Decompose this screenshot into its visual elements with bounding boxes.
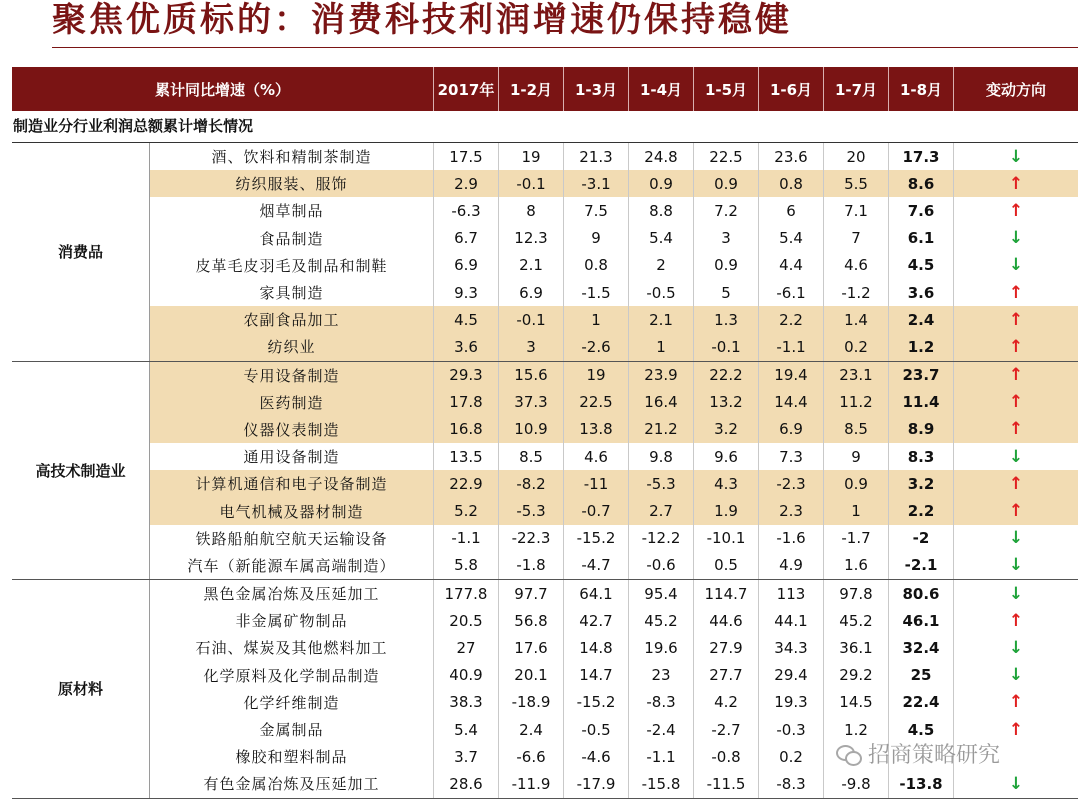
value-cell: 3.6 [889,279,954,306]
value-cell: 9 [824,443,889,470]
value-cell: -0.1 [499,170,564,197]
industry-name: 食品制造 [150,225,434,252]
industry-name: 医药制造 [150,389,434,416]
industry-name: 纺织业 [150,333,434,360]
value-cell: -10.1 [694,525,759,552]
table-row [150,143,1078,170]
value-cell: -1.2 [824,279,889,306]
value-cell: 37.3 [499,389,564,416]
direction-header: 变动方向 [985,80,1046,99]
arrow-down-icon: ↓ [1008,255,1024,276]
value-cell: -6.6 [499,743,564,770]
value-cell: 32.4 [889,634,954,661]
watermark-text: 招商策略研究 [868,743,1001,768]
value-cell: 4.2 [694,689,759,716]
value-cell: -15.2 [564,525,629,552]
value-cell: 22.5 [564,389,629,416]
table-row [150,333,1078,360]
value-cell: 16.8 [434,416,499,443]
value-cell: 22.4 [889,689,954,716]
value-cell: -0.5 [629,279,694,306]
value-cell: -6.1 [759,279,824,306]
value-cell: 2.4 [889,306,954,333]
value-cell: 44.6 [694,607,759,634]
arrow-up-icon: ↑ [1008,719,1024,740]
table-row [150,525,1078,552]
value-cell: 0.8 [759,170,824,197]
table-row [150,607,1078,634]
profit-growth-table [12,67,1078,799]
value-cell: 7.2 [694,197,759,224]
value-cell: 23 [629,662,694,689]
value-cell: 23.9 [629,362,694,389]
value-cell: -15.2 [564,689,629,716]
arrow-down-icon: ↓ [1008,528,1024,549]
watermark [836,738,1000,769]
value-cell: 1 [824,497,889,524]
value-cell: 29.3 [434,362,499,389]
value-cell: -1.5 [564,279,629,306]
arrow-up-icon: ↑ [1008,419,1024,440]
value-cell: 13.5 [434,443,499,470]
row-group [12,362,1078,581]
value-cell: 22.5 [694,143,759,170]
value-cell: 45.2 [824,607,889,634]
industry-name: 金属制品 [150,716,434,743]
value-cell: 3.7 [434,743,499,770]
value-cell: 11.2 [824,389,889,416]
value-cell: 6.9 [499,279,564,306]
col-header: 1-6月 [759,67,824,111]
value-cell: 7 [824,225,889,252]
table-row [150,252,1078,279]
industry-name: 非金属矿物制品 [150,607,434,634]
group-label: 消费品 [12,143,150,361]
value-cell: -6.3 [434,197,499,224]
value-cell: 34.3 [759,634,824,661]
value-cell: -1.8 [499,552,564,579]
arrow-down-icon: ↓ [1008,146,1024,167]
value-cell: -5.3 [499,497,564,524]
group-label: 原材料 [12,580,150,798]
title-divider [52,47,1078,48]
arrow-up-icon: ↑ [1008,473,1024,494]
table-row [150,416,1078,443]
industry-name: 酒、饮料和精制茶制造 [150,143,434,170]
value-cell: -2.3 [759,470,824,497]
value-cell: 3.6 [434,333,499,360]
col-header: 2017年 [434,67,499,111]
table-row [150,770,1078,797]
value-cell: 2.1 [499,252,564,279]
value-cell: 3.2 [889,470,954,497]
value-cell: -1.6 [759,525,824,552]
industry-name: 家具制造 [150,279,434,306]
industry-name: 纺织服装、服饰 [150,170,434,197]
value-cell: 8.8 [629,197,694,224]
value-cell: 14.8 [564,634,629,661]
industry-name: 石油、煤炭及其他燃料加工 [150,634,434,661]
value-cell: 2.4 [499,716,564,743]
page-title: 聚焦优质标的：消费科技利润增速仍保持稳健 [52,0,792,40]
value-cell: -2.7 [694,716,759,743]
table-row [150,170,1078,197]
group-rows [150,143,1078,361]
arrow-up-icon: ↑ [1008,282,1024,303]
value-cell: 7.1 [824,197,889,224]
value-cell: -15.8 [629,770,694,797]
value-cell: 19 [564,362,629,389]
value-cell: 0.5 [694,552,759,579]
value-cell: 6.1 [889,225,954,252]
value-cell: 38.3 [434,689,499,716]
value-cell: 4.5 [434,306,499,333]
value-cell: 95.4 [629,580,694,607]
arrow-up-icon: ↑ [1008,610,1024,631]
value-cell: 0.9 [824,470,889,497]
table-row [150,389,1078,416]
value-cell: 3.2 [694,416,759,443]
value-cell: 0.2 [759,743,824,770]
value-cell: 44.1 [759,607,824,634]
value-cell: 1.2 [889,333,954,360]
value-cell: 1 [629,333,694,360]
value-cell: 4.9 [759,552,824,579]
value-cell: -2.1 [889,552,954,579]
value-cell: -0.1 [694,333,759,360]
value-cell: 5.5 [824,170,889,197]
arrow-up-icon: ↑ [1008,501,1024,522]
value-cell: 40.9 [434,662,499,689]
value-cell: 9.8 [629,443,694,470]
value-cell: 12.3 [499,225,564,252]
value-cell: 2.2 [759,306,824,333]
value-cell: 0.9 [629,170,694,197]
col-header: 1-8月 [889,67,954,111]
value-cell: 4.4 [759,252,824,279]
arrow-down-icon: ↓ [1008,773,1024,794]
value-cell: 5.8 [434,552,499,579]
value-cell: 23.7 [889,362,954,389]
value-cell: -1.7 [824,525,889,552]
value-cell: -4.7 [564,552,629,579]
value-cell: 7.5 [564,197,629,224]
value-cell: 29.4 [759,662,824,689]
arrow-up-icon: ↑ [1008,692,1024,713]
value-cell: 17.3 [889,143,954,170]
value-cell: 2.2 [889,497,954,524]
value-cell: -11 [564,470,629,497]
industry-name: 烟草制品 [150,197,434,224]
value-cell: 11.4 [889,389,954,416]
value-cell: 20.5 [434,607,499,634]
value-cell: 7.6 [889,197,954,224]
value-cell: 22.9 [434,470,499,497]
value-cell: -13.8 [889,770,954,797]
value-cell: 5.4 [434,716,499,743]
value-cell: 2.9 [434,170,499,197]
table-body [12,143,1078,799]
value-cell: 80.6 [889,580,954,607]
value-cell: 8.9 [889,416,954,443]
industry-name: 黑色金属冶炼及压延加工 [150,580,434,607]
industry-name: 农副食品加工 [150,306,434,333]
value-cell: 8.5 [824,416,889,443]
industry-name: 皮革毛皮羽毛及制品和制鞋 [150,252,434,279]
value-cell: 2.3 [759,497,824,524]
industry-name: 化学纤维制造 [150,689,434,716]
industry-name: 有色金属冶炼及压延加工 [150,770,434,797]
value-cell: -0.3 [759,716,824,743]
value-cell: 16.4 [629,389,694,416]
value-cell: 14.5 [824,689,889,716]
value-cell: 15.6 [499,362,564,389]
value-cell: 29.2 [824,662,889,689]
value-cell: -3.1 [564,170,629,197]
arrow-up-icon: ↑ [1008,365,1024,386]
value-cell: 9.3 [434,279,499,306]
value-cell: -11.5 [694,770,759,797]
value-cell: 27 [434,634,499,661]
value-cell: 17.5 [434,143,499,170]
value-cell: 19.6 [629,634,694,661]
col-header: 1-3月 [564,67,629,111]
value-cell: -9.8 [824,770,889,797]
table-row [150,306,1078,333]
industry-name: 电气机械及器材制造 [150,497,434,524]
value-cell: 42.7 [564,607,629,634]
arrow-down-icon: ↓ [1008,583,1024,604]
arrow-up-icon: ↑ [1008,392,1024,413]
value-cell: -4.6 [564,743,629,770]
value-cell: -8.2 [499,470,564,497]
value-cell: -18.9 [499,689,564,716]
value-cell: 8.6 [889,170,954,197]
value-cell: 14.4 [759,389,824,416]
value-cell: 8.3 [889,443,954,470]
value-cell: 1 [564,306,629,333]
arrow-up-icon: ↑ [1008,173,1024,194]
industry-name: 仪器仪表制造 [150,416,434,443]
group-label: 高技术制造业 [12,362,150,580]
industry-name: 铁路船舶航空航天运输设备 [150,525,434,552]
value-cell: -0.1 [499,306,564,333]
value-cell: 4.3 [694,470,759,497]
value-cell: -12.2 [629,525,694,552]
table-row [150,197,1078,224]
value-cell: -0.8 [694,743,759,770]
value-cell: 8.5 [499,443,564,470]
value-cell: -2.4 [629,716,694,743]
industry-name: 通用设备制造 [150,443,434,470]
table-row [150,580,1078,607]
value-cell: 5.4 [629,225,694,252]
value-cell: -0.5 [564,716,629,743]
value-cell: 1.9 [694,497,759,524]
value-cell: 27.7 [694,662,759,689]
arrow-up-icon: ↑ [1008,336,1024,357]
table-row [150,362,1078,389]
value-cell: 113 [759,580,824,607]
table-row [150,662,1078,689]
table-row [150,443,1078,470]
value-cell: 9 [564,225,629,252]
industry-name: 橡胶和塑料制品 [150,743,434,770]
value-cell: 25 [889,662,954,689]
table-row [150,634,1078,661]
value-cell: -2 [889,525,954,552]
value-cell: 4.5 [889,252,954,279]
table-row [150,552,1078,579]
section-label: 制造业分行业利润总额累计增长情况 [12,111,1078,143]
value-cell: 1.6 [824,552,889,579]
col-header: 1-2月 [499,67,564,111]
value-cell: 23.6 [759,143,824,170]
arrow-up-icon: ↑ [1008,200,1024,221]
value-cell: 4.6 [824,252,889,279]
value-cell: 4.5 [889,716,954,743]
value-cell: 2.7 [629,497,694,524]
arrow-down-icon: ↓ [1008,637,1024,658]
value-cell: 7.3 [759,443,824,470]
value-cell: 5.4 [759,225,824,252]
value-cell: -2.6 [564,333,629,360]
value-cell: -22.3 [499,525,564,552]
value-cell: -5.3 [629,470,694,497]
value-cell: -1.1 [434,525,499,552]
value-cell: -0.7 [564,497,629,524]
value-cell: 13.2 [694,389,759,416]
table-row [150,689,1078,716]
industry-name: 化学原料及化学制品制造 [150,662,434,689]
value-cell: 21.3 [564,143,629,170]
value-cell: 9.6 [694,443,759,470]
value-cell: 114.7 [694,580,759,607]
value-cell: 19.4 [759,362,824,389]
value-cell: 24.8 [629,143,694,170]
arrow-down-icon: ↓ [1008,665,1024,686]
value-cell: 17.8 [434,389,499,416]
industry-name: 专用设备制造 [150,362,434,389]
value-cell: 4.6 [564,443,629,470]
col-header: 1-7月 [824,67,889,111]
value-cell: 20 [824,143,889,170]
value-cell: 1.2 [824,716,889,743]
value-cell: 97.7 [499,580,564,607]
value-cell: 21.2 [629,416,694,443]
table-row [150,497,1078,524]
value-cell: 19.3 [759,689,824,716]
value-cell: 6.9 [434,252,499,279]
value-cell: 13.8 [564,416,629,443]
value-cell: 0.9 [694,170,759,197]
value-cell: -8.3 [759,770,824,797]
value-cell: -1.1 [629,743,694,770]
value-cell: 20.1 [499,662,564,689]
value-cell: 10.9 [499,416,564,443]
value-cell: 45.2 [629,607,694,634]
value-cell: 0.8 [564,252,629,279]
industry-name: 计算机通信和电子设备制造 [150,470,434,497]
table-row [150,279,1078,306]
value-cell: 6 [759,197,824,224]
arrow-down-icon: ↓ [1008,228,1024,249]
value-cell: 36.1 [824,634,889,661]
value-cell: 27.9 [694,634,759,661]
col-header: 1-5月 [694,67,759,111]
table-header [12,67,1078,111]
value-cell: 6.7 [434,225,499,252]
value-cell: -0.6 [629,552,694,579]
value-cell: 19 [499,143,564,170]
arrow-down-icon: ↓ [1008,555,1024,576]
arrow-up-icon: ↑ [1008,309,1024,330]
table-row [150,470,1078,497]
value-cell: 3 [499,333,564,360]
value-cell: 28.6 [434,770,499,797]
value-cell: -17.9 [564,770,629,797]
value-cell: 2.1 [629,306,694,333]
value-cell: 6.9 [759,416,824,443]
value-cell: 14.7 [564,662,629,689]
value-cell: -8.3 [629,689,694,716]
metric-header: 累计同比增速（%） [12,67,434,111]
group-rows [150,362,1078,580]
wechat-icon [836,743,862,765]
value-cell: 56.8 [499,607,564,634]
value-cell: 177.8 [434,580,499,607]
value-cell: 5 [694,279,759,306]
value-cell: 23.1 [824,362,889,389]
value-cell: 1.3 [694,306,759,333]
industry-name: 汽车（新能源车属高端制造） [150,552,434,579]
value-cell: 3 [694,225,759,252]
value-cell: 22.2 [694,362,759,389]
row-group [12,143,1078,362]
value-cell: 46.1 [889,607,954,634]
col-header: 1-4月 [629,67,694,111]
value-cell: 17.6 [499,634,564,661]
value-cell: 64.1 [564,580,629,607]
value-cell: 5.2 [434,497,499,524]
value-cell: 1.4 [824,306,889,333]
table-row [150,225,1078,252]
value-cell: 0.2 [824,333,889,360]
value-cell: 2 [629,252,694,279]
value-cell: 97.8 [824,580,889,607]
arrow-down-icon: ↓ [1008,446,1024,467]
value-cell: 8 [499,197,564,224]
value-cell: -11.9 [499,770,564,797]
value-cell: 0.9 [694,252,759,279]
value-cell: -1.1 [759,333,824,360]
